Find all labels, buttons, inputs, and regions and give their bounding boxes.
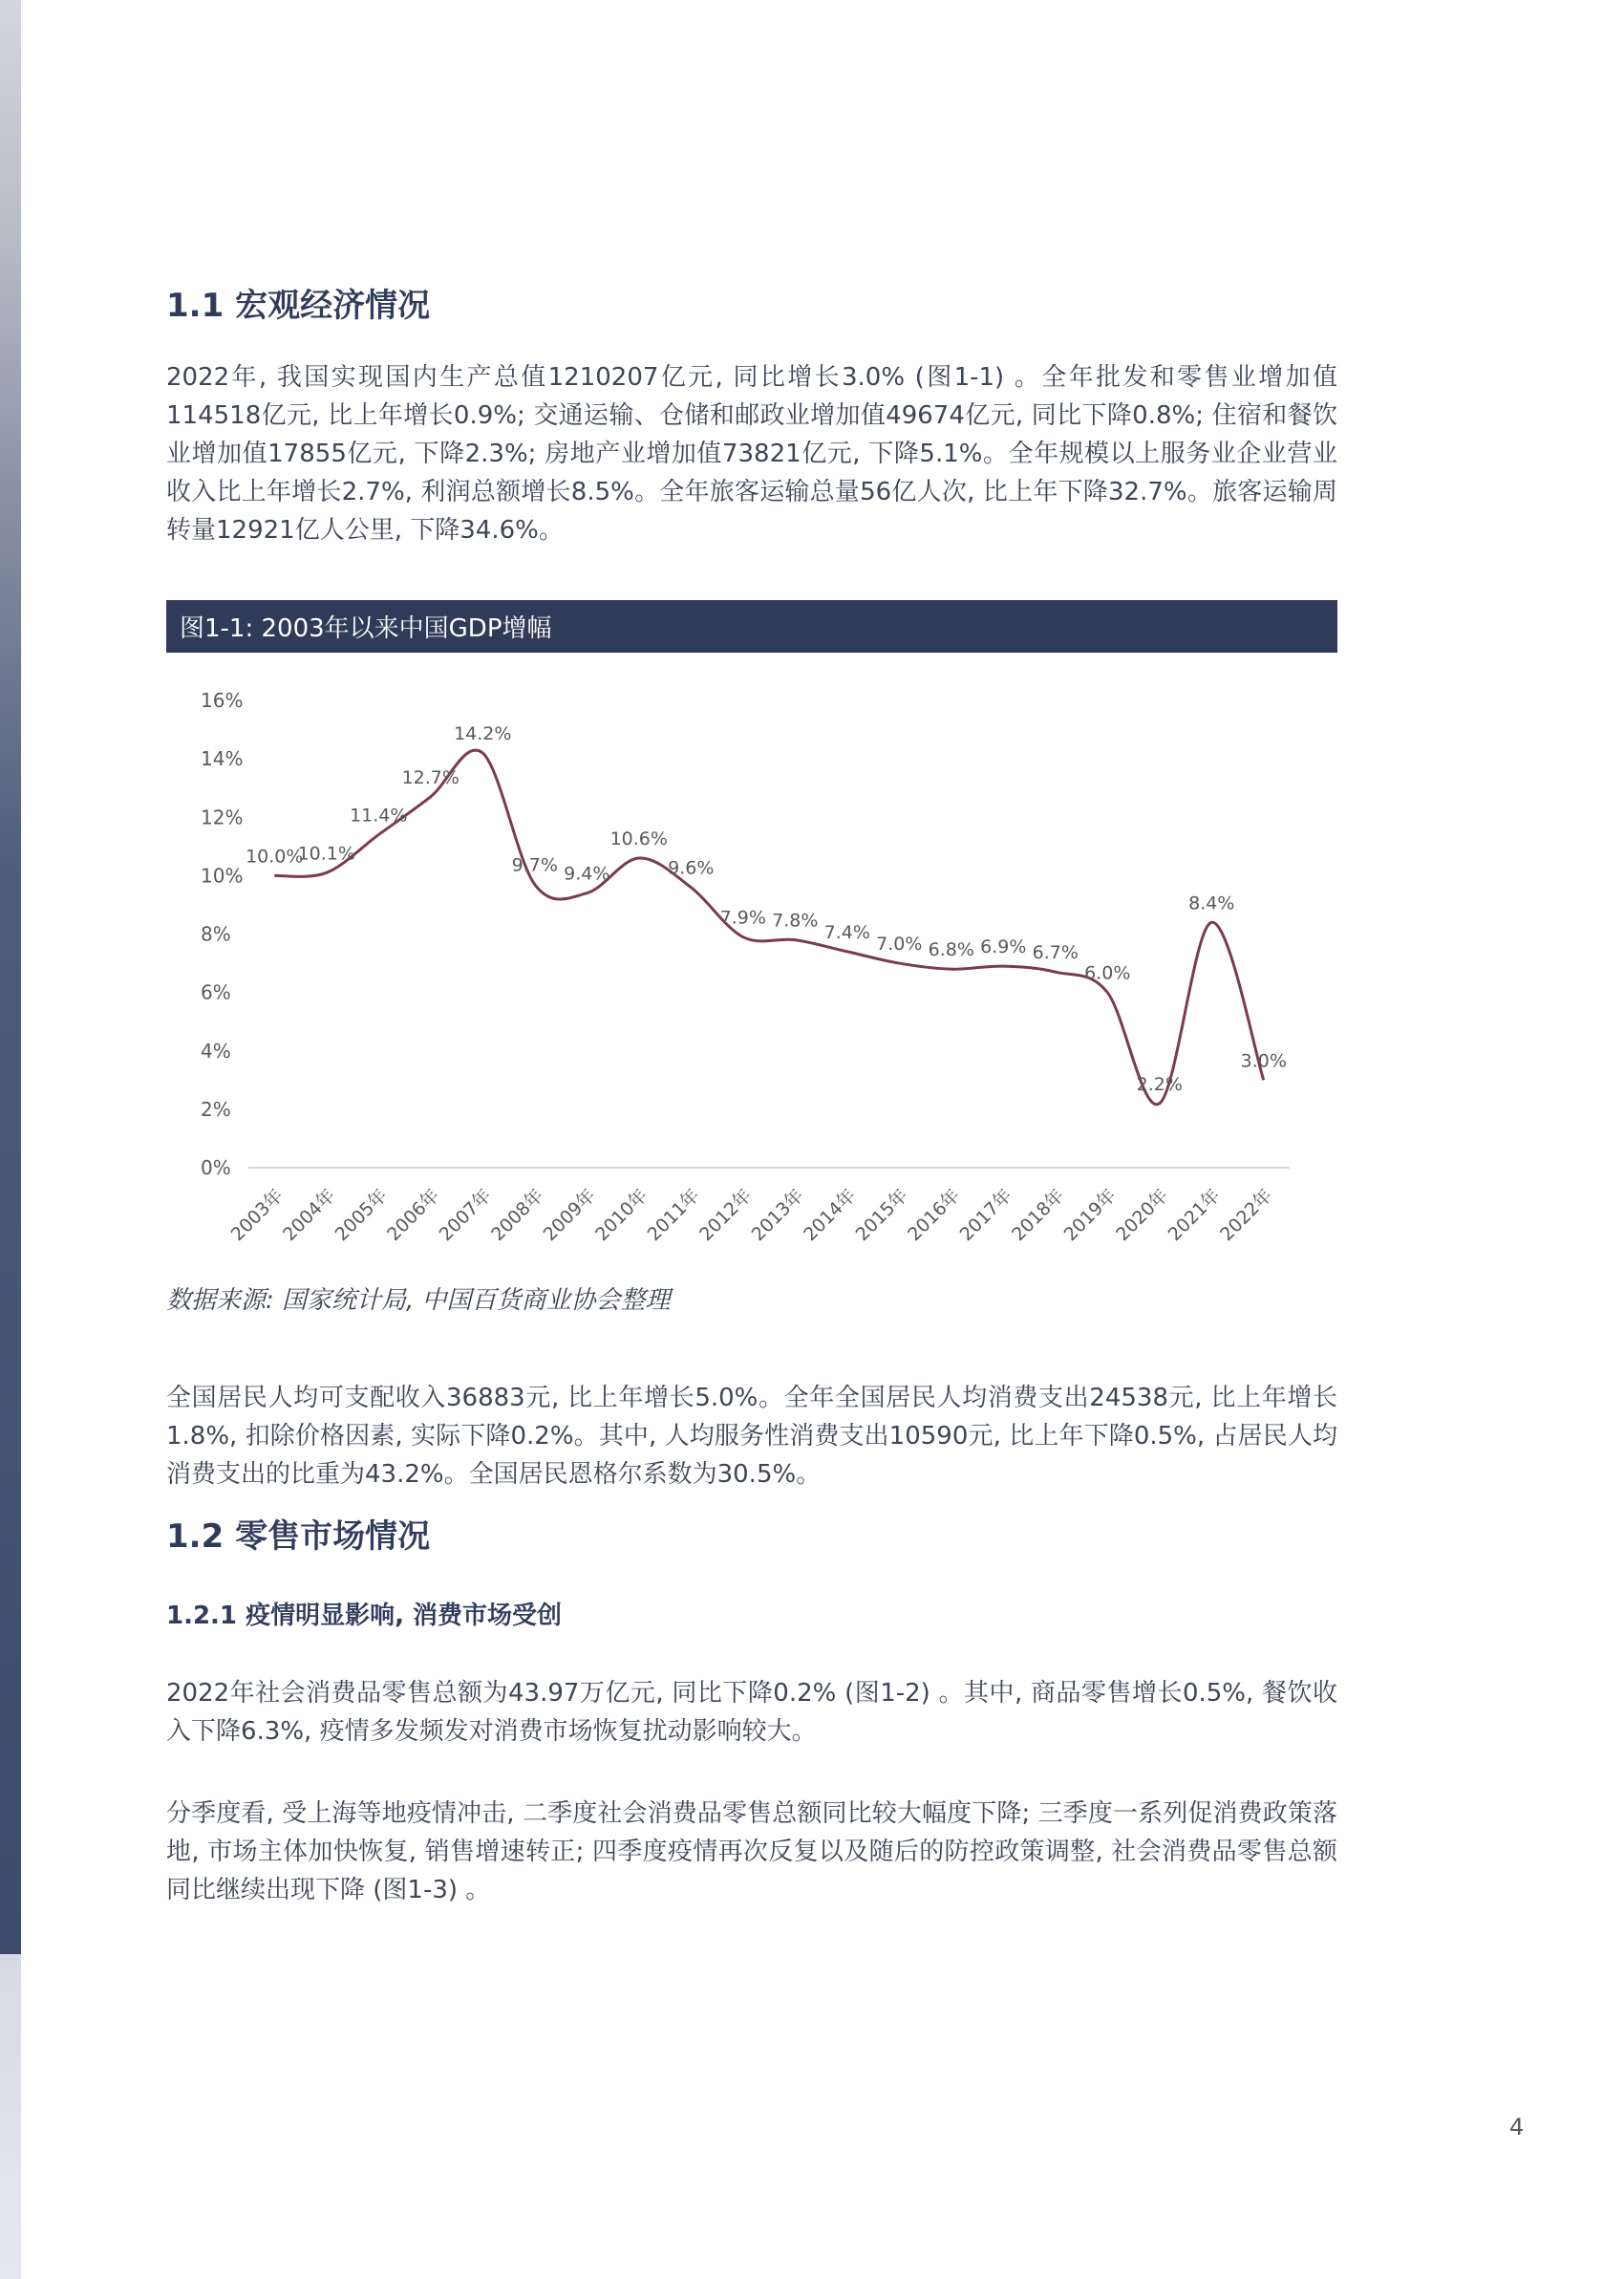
data-label: 11.4% bbox=[350, 805, 408, 827]
data-labels bbox=[246, 723, 1287, 1095]
y-tick-label: 12% bbox=[201, 806, 244, 829]
data-source-note: 数据来源: 国家统计局, 中国百货商业协会整理 bbox=[166, 1286, 671, 1315]
x-tick-label: 2008年 bbox=[487, 1184, 548, 1246]
x-tick-label: 2017年 bbox=[955, 1184, 1016, 1246]
x-tick-label: 2006年 bbox=[383, 1184, 444, 1246]
section-heading-1-2: 1.2 零售市场情况 bbox=[166, 1517, 431, 1556]
data-label: 9.4% bbox=[564, 863, 610, 885]
x-tick-label: 2007年 bbox=[435, 1184, 496, 1246]
data-label: 7.4% bbox=[823, 921, 870, 943]
data-label: 6.7% bbox=[1032, 942, 1079, 964]
data-label: 6.9% bbox=[980, 936, 1027, 958]
paragraph-quarterly-retail: 分季度看, 受上海等地疫情冲击, 二季度社会消费品零售总额同比较大幅度下降; 三季度一系列促消费政策落地, 市场主体加快恢复, 销售增速转正; 四季度疫情再次反复以及随后的防控政策调整, 社会消费品零售总额同比继续出现下降 (图1-3) 。 bbox=[166, 1799, 1337, 1904]
data-label: 7.9% bbox=[719, 907, 766, 929]
paragraph-retail-sales: 2022年社会消费品零售总额为43.97万亿元, 同比下降0.2% (图1-2) 。其中, 商品零售增长0.5%, 餐饮收入下降6.3%, 疫情多发频发对消费市场恢复扰动影响较大。 bbox=[166, 1679, 1337, 1746]
y-tick-label: 10% bbox=[201, 864, 244, 888]
subsection-heading-1-2-1: 1.2.1 疫情明显影响, 消费市场受创 bbox=[166, 1602, 563, 1630]
y-tick-label: 14% bbox=[201, 747, 244, 771]
data-label: 10.0% bbox=[246, 846, 304, 868]
x-tick-label: 2020年 bbox=[1112, 1184, 1173, 1246]
x-tick-label: 2004年 bbox=[279, 1184, 340, 1246]
x-tick-label: 2009年 bbox=[539, 1184, 600, 1246]
x-tick-label: 2016年 bbox=[904, 1184, 965, 1246]
paragraph-household-income: 全国居民人均可支配收入36883元, 比上年增长5.0%。全年全国居民人均消费支出24538元, 比上年增长1.8%, 扣除价格因素, 实际下降0.2%。其中, 人均服务性消费支出10590元, 比上年下降0.5%, 占居民人均消费支出的比重为43.2%。全国居民恩格尔系数为30.5%。 bbox=[166, 1384, 1337, 1489]
data-label: 7.0% bbox=[876, 934, 923, 956]
data-label: 7.8% bbox=[772, 910, 819, 932]
data-label: 9.6% bbox=[668, 857, 715, 879]
y-tick-label: 8% bbox=[201, 922, 231, 946]
data-label: 12.7% bbox=[401, 766, 459, 788]
x-tick-label: 2011年 bbox=[643, 1184, 704, 1246]
x-axis-ticks bbox=[227, 1185, 1277, 1245]
page-number: 4 bbox=[1509, 2114, 1525, 2140]
y-tick-label: 2% bbox=[201, 1097, 231, 1121]
x-tick-label: 2018年 bbox=[1008, 1184, 1069, 1246]
y-tick-label: 0% bbox=[201, 1156, 231, 1179]
data-label: 3.0% bbox=[1240, 1050, 1287, 1072]
section-heading-1-1: 1.1 宏观经济情况 bbox=[166, 287, 431, 325]
x-tick-label: 2021年 bbox=[1164, 1184, 1225, 1246]
data-label: 6.0% bbox=[1084, 962, 1131, 984]
decorative-side-bar bbox=[0, 0, 21, 1954]
data-label: 8.4% bbox=[1188, 892, 1235, 914]
gdp-growth-series-line bbox=[274, 750, 1264, 1105]
paragraph-macro-economy: 2022年, 我国实现国内生产总值1210207亿元, 同比增长3.0% (图1-1) 。全年批发和零售业增加值114518亿元, 比上年增长0.9%; 交通运输、仓储和邮政业增加值49674亿元, 同比下降0.8%; 住宿和餐饮业增加值17855亿元, 下降2.3%; 房地产业增加值73821亿元, 下降5.1%。全年规模以上服务业企业营业收入比上年增长2.7%, 利润总额增长8.5%。全年旅客运输总量56亿人次, 比上年下降32.7%。旅客运输周转量12921亿人公里, 下降34.6%。 bbox=[166, 363, 1337, 545]
y-axis-ticks bbox=[201, 689, 243, 1179]
x-tick-label: 2019年 bbox=[1059, 1184, 1121, 1246]
x-tick-label: 2003年 bbox=[226, 1184, 288, 1246]
data-label: 14.2% bbox=[454, 723, 512, 745]
gdp-growth-line-chart bbox=[153, 669, 1347, 1280]
x-tick-label: 2010年 bbox=[591, 1184, 652, 1246]
data-label: 10.1% bbox=[297, 843, 355, 865]
x-tick-label: 2014年 bbox=[800, 1184, 861, 1246]
y-tick-label: 16% bbox=[201, 689, 244, 712]
decorative-side-bar-lower bbox=[0, 1954, 21, 2279]
data-label: 2.2% bbox=[1136, 1073, 1183, 1095]
data-label: 6.8% bbox=[928, 939, 974, 961]
data-label: 9.7% bbox=[511, 854, 558, 876]
y-tick-label: 4% bbox=[201, 1039, 231, 1063]
data-label: 10.6% bbox=[609, 828, 668, 850]
y-tick-label: 6% bbox=[201, 980, 231, 1004]
x-tick-label: 2012年 bbox=[695, 1184, 757, 1246]
x-tick-label: 2013年 bbox=[747, 1184, 808, 1246]
figure-title-banner: 图1-1: 2003年以来中国GDP增幅 bbox=[166, 600, 1337, 653]
x-tick-label: 2015年 bbox=[851, 1184, 912, 1246]
x-tick-label: 2022年 bbox=[1216, 1184, 1277, 1246]
x-tick-label: 2005年 bbox=[331, 1184, 392, 1246]
